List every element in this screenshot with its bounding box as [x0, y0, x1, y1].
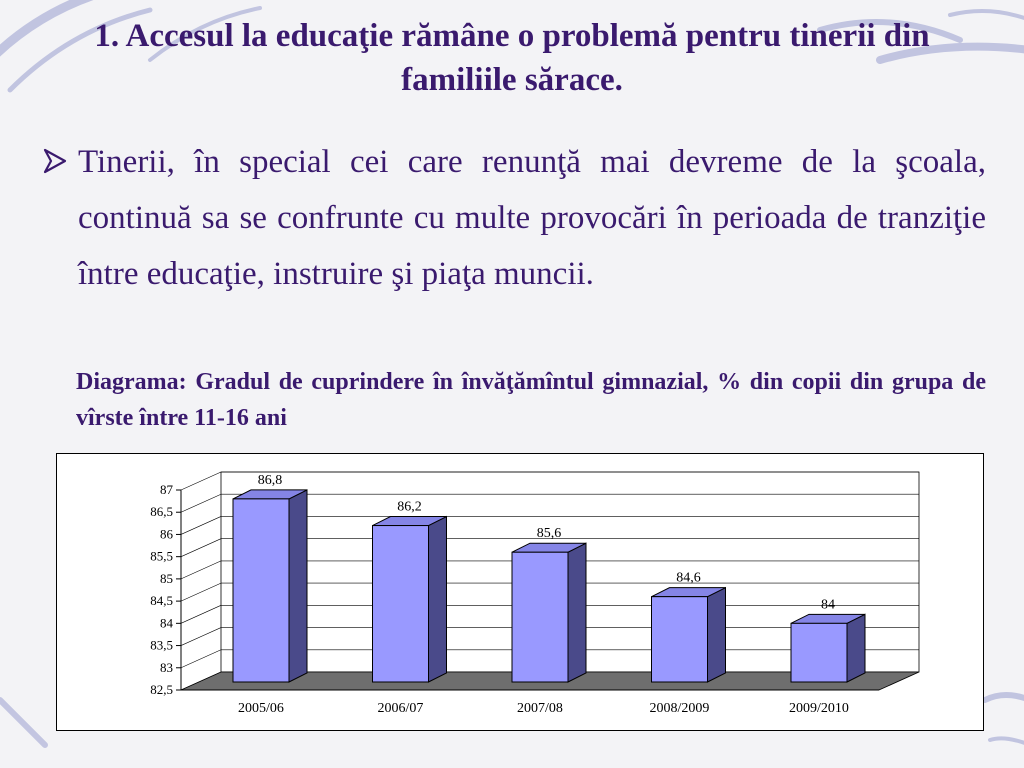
bar-value-label: 86,2 — [397, 499, 422, 515]
x-category-label: 2008/2009 — [649, 701, 710, 716]
bar-side — [708, 588, 726, 682]
gridline-side — [181, 605, 221, 623]
y-tick-label: 85,5 — [150, 548, 173, 564]
gridline-side — [181, 516, 221, 534]
gridline-side — [181, 539, 221, 557]
bar-side — [429, 517, 447, 682]
slide-title: 1. Accesul la educaţie rămâne o problemă pentru tinerii din familiile sărace. — [94, 18, 930, 98]
bar-chart — [57, 454, 985, 732]
y-tick-label: 85 — [160, 570, 173, 586]
bullet-item — [42, 134, 986, 302]
bar-value-label: 84 — [821, 597, 835, 613]
x-category-label: 2009/2010 — [789, 701, 849, 716]
y-tick-label: 86,5 — [150, 504, 173, 520]
x-category-label: 2005/06 — [238, 701, 284, 716]
y-tick-label: 83,5 — [150, 637, 173, 653]
bar — [233, 499, 289, 682]
chart-frame — [56, 453, 984, 731]
y-tick-label: 82,5 — [150, 682, 173, 697]
bullet-text: Tinerii, în special cei care renunţă mai devreme de la şcoala, continuă sa se confrunte cu multe provocări în perioada de tranziţie între educaţie, instruire şi piaţa muncii. — [78, 144, 986, 292]
bar-side — [847, 614, 865, 682]
bar-side — [289, 490, 307, 682]
x-category-label: 2007/08 — [517, 701, 563, 716]
bar — [652, 597, 708, 682]
bar-value-label: 86,8 — [257, 472, 283, 488]
bar-value-label: 85,6 — [536, 526, 562, 542]
y-tick-label: 84,5 — [150, 593, 173, 609]
bar — [373, 526, 429, 682]
bar — [512, 552, 568, 682]
gridline-side — [181, 583, 221, 601]
y-tick-label: 86 — [160, 526, 173, 542]
chart-caption: Diagrama: Gradul de cuprindere în învăţămîntul gimnazial, % din copii din grupa de vîrste între 11-16 ani — [76, 369, 986, 431]
bar-side — [568, 543, 586, 682]
arrow-bullet-icon — [42, 148, 68, 174]
gridline-side — [181, 628, 221, 646]
gridline-side — [181, 650, 221, 668]
gridline-side — [181, 472, 221, 490]
bar-value-label: 84,6 — [676, 570, 701, 586]
y-tick-label: 83 — [160, 659, 173, 675]
x-category-label: 2006/07 — [377, 701, 424, 716]
bar — [791, 623, 847, 682]
gridline-side — [181, 494, 221, 512]
y-tick-label: 87 — [160, 482, 173, 497]
gridline-side — [181, 561, 221, 579]
y-tick-label: 84 — [160, 615, 173, 631]
